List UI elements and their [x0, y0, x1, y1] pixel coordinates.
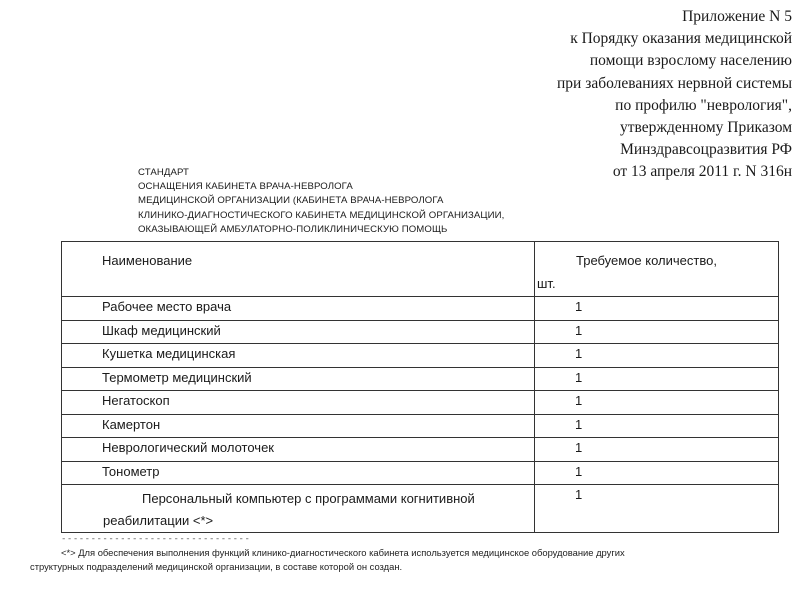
footnote-divider: --------------------------------	[61, 534, 251, 544]
item-name: Камертон	[102, 416, 161, 432]
name-cell	[62, 485, 535, 533]
qty-cell	[535, 461, 779, 485]
name-cell	[62, 414, 535, 438]
footnote-line1: <*> Для обеспечения выполнения функций клинико-диагностического кабинета используется медицинское оборудование других	[61, 547, 625, 558]
header-qty-label: Требуемое количество,	[576, 253, 717, 268]
appendix-line: Минздравсоцразвития РФ	[620, 141, 792, 159]
table-row	[62, 367, 779, 391]
item-name-line2: реабилитации <*>	[103, 513, 214, 528]
standard-line: ОСНАЩЕНИЯ КАБИНЕТА ВРАЧА-НЕВРОЛОГА	[138, 181, 353, 193]
appendix-line: к Порядку оказания медицинской	[570, 30, 792, 48]
name-cell	[62, 344, 535, 368]
table-row	[62, 438, 779, 462]
qty-cell	[535, 297, 779, 321]
item-qty: 1	[575, 487, 583, 502]
standard-line: КЛИНИКО-ДИАГНОСТИЧЕСКОГО КАБИНЕТА МЕДИЦИНСКОЙ ОРГАНИЗАЦИИ,	[138, 209, 505, 221]
standard-title	[138, 166, 504, 237]
name-cell	[62, 320, 535, 344]
name-cell	[62, 391, 535, 415]
table-row	[62, 485, 779, 533]
item-qty: 1	[575, 322, 583, 338]
item-name: Шкаф медицинский	[102, 322, 221, 338]
qty-cell	[535, 344, 779, 368]
item-name: Термометр медицинский	[102, 369, 252, 385]
appendix-line: от 13 апреля 2011 г. N 316н	[612, 163, 792, 181]
table-row	[62, 297, 779, 321]
footnote-line2: структурных подразделений медицинской организации, в составе которой он создан.	[30, 561, 403, 572]
table-row	[62, 391, 779, 415]
header-qty-unit: шт.	[537, 276, 556, 291]
standard-line: ОКАЗЫВАЮЩЕЙ АМБУЛАТОРНО-ПОЛИКЛИНИЧЕСКУЮ ПОМОЩЬ	[138, 223, 448, 235]
qty-cell	[535, 414, 779, 438]
name-cell	[62, 297, 535, 321]
qty-cell	[535, 320, 779, 344]
appendix-line: помощи взрослому населению	[589, 52, 792, 70]
table-row	[62, 344, 779, 368]
standard-line: СТАНДАРТ	[138, 167, 190, 178]
item-qty: 1	[575, 346, 583, 361]
table-header-row	[62, 242, 779, 297]
item-qty: 1	[575, 463, 583, 479]
item-name-line1: Персональный компьютер с программами когнитивной	[142, 491, 475, 506]
table-row	[62, 414, 779, 438]
qty-cell	[535, 391, 779, 415]
header-qty-cell	[535, 242, 779, 297]
item-qty: 1	[575, 416, 583, 432]
item-name	[62, 485, 534, 531]
name-cell	[62, 461, 535, 485]
appendix-header	[432, 6, 792, 184]
qty-cell	[535, 438, 779, 462]
item-qty: 1	[575, 440, 583, 455]
table-row	[62, 461, 779, 485]
item-name: Рабочее место врача	[102, 299, 232, 314]
standard-line: МЕДИЦИНСКОЙ ОРГАНИЗАЦИИ (КАБИНЕТА ВРАЧА-НЕВРОЛОГА	[138, 195, 444, 207]
equipment-table	[61, 241, 779, 533]
item-name: Кушетка медицинская	[102, 346, 236, 361]
qty-cell	[535, 485, 779, 533]
item-qty: 1	[575, 299, 583, 314]
name-cell	[62, 438, 535, 462]
name-cell	[62, 367, 535, 391]
appendix-line: при заболеваниях нервной системы	[557, 74, 792, 92]
footnote	[30, 546, 781, 574]
appendix-line: утвержденному Приказом	[619, 119, 792, 137]
item-name: Неврологический молоточек	[102, 440, 274, 455]
table-row	[62, 320, 779, 344]
header-name: Наименование	[102, 253, 193, 268]
item-name: Тонометр	[102, 463, 160, 479]
item-qty: 1	[575, 393, 583, 408]
header-name-cell	[62, 242, 535, 297]
qty-cell	[535, 367, 779, 391]
item-name: Негатоскоп	[102, 393, 170, 408]
appendix-line: Приложение N 5	[682, 8, 792, 25]
item-qty: 1	[575, 369, 583, 385]
appendix-line: по профилю "неврология",	[615, 96, 792, 114]
